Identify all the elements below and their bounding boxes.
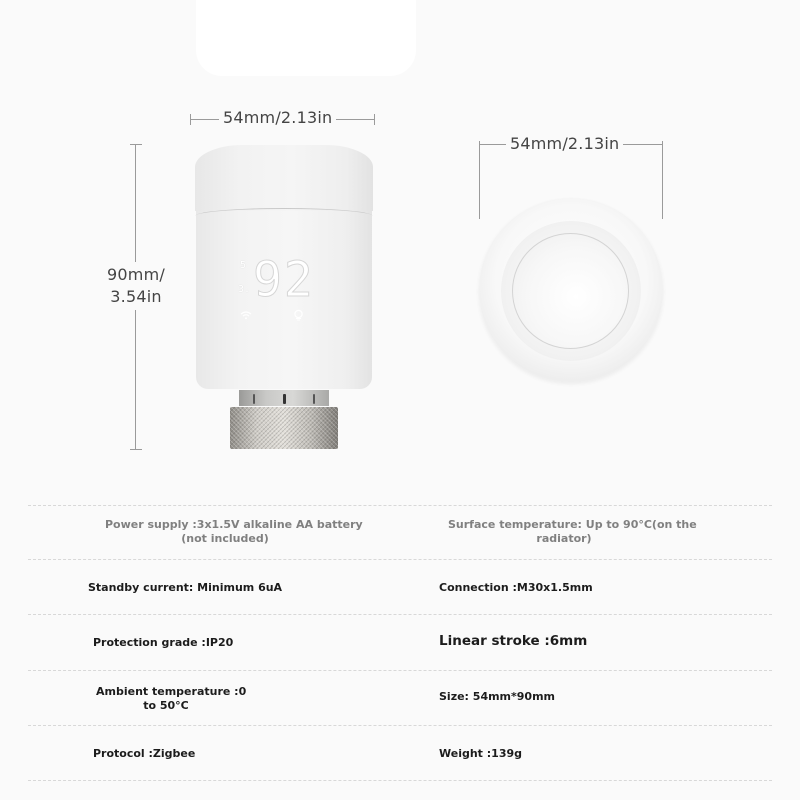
dimension-tick-right: [374, 114, 375, 125]
dimension-tick-bottom: [130, 449, 142, 450]
wifi-signal-icon: [240, 310, 252, 323]
row-divider: [28, 780, 772, 781]
collar-slot: [313, 394, 315, 404]
dimension-extension-right: [662, 141, 663, 219]
display-small-bottom-digit: 3.: [238, 284, 251, 295]
thermostat-cap: [195, 145, 373, 211]
top-width-label: 54mm/2.13in: [506, 135, 623, 153]
spec-label: Ambient temperature :0: [96, 685, 247, 698]
display-small-top-digit: 5: [240, 260, 247, 271]
led-display: [236, 252, 326, 330]
row-divider: [28, 614, 772, 615]
spec-linear-stroke: Linear stroke :6mm: [439, 633, 588, 649]
side-height-label-line2: 3.54in: [110, 287, 162, 306]
spec-power-supply: [105, 518, 363, 546]
thermostat-collar: [239, 390, 329, 406]
side-height-label: [100, 262, 172, 310]
spec-label: Surface temperature: Up to 90°C(on the: [448, 518, 697, 531]
spec-protection-grade: Protection grade :IP20: [93, 636, 234, 649]
dimension-extension-left: [479, 141, 480, 219]
row-divider: [28, 725, 772, 726]
top-view-center-cap: [512, 233, 629, 349]
spec-weight: Weight :139g: [439, 747, 522, 760]
row-divider: [28, 670, 772, 671]
collar-slot: [283, 394, 286, 404]
collar-slot: [253, 394, 255, 404]
row-divider: [28, 559, 772, 560]
spec-standby-current: Standby current: Minimum 6uA: [88, 581, 283, 594]
top-card-background: [196, 0, 416, 76]
spec-surface-temperature: [448, 518, 697, 546]
spec-label: Power supply :3x1.5V alkaline AA battery: [105, 518, 363, 531]
spec-protocol: Protocol :Zigbee: [93, 747, 196, 760]
side-width-label: 54mm/2.13in: [219, 109, 336, 127]
side-height-label-line1: 90mm/: [107, 265, 165, 284]
display-temperature-reading: 92: [253, 252, 315, 308]
spec-ambient-temperature: [96, 685, 247, 713]
spec-label-continued: to 50°C: [143, 699, 189, 712]
dimension-tick-top: [130, 144, 142, 145]
spec-connection: Connection :M30x1.5mm: [439, 581, 593, 594]
knurled-mounting-nut: [230, 407, 338, 449]
spec-size: Size: 54mm*90mm: [439, 690, 555, 703]
heating-icon: [293, 309, 304, 324]
row-divider: [28, 505, 772, 506]
spec-label-continued: radiator): [536, 532, 592, 545]
spec-label-continued: (not included): [181, 532, 269, 545]
